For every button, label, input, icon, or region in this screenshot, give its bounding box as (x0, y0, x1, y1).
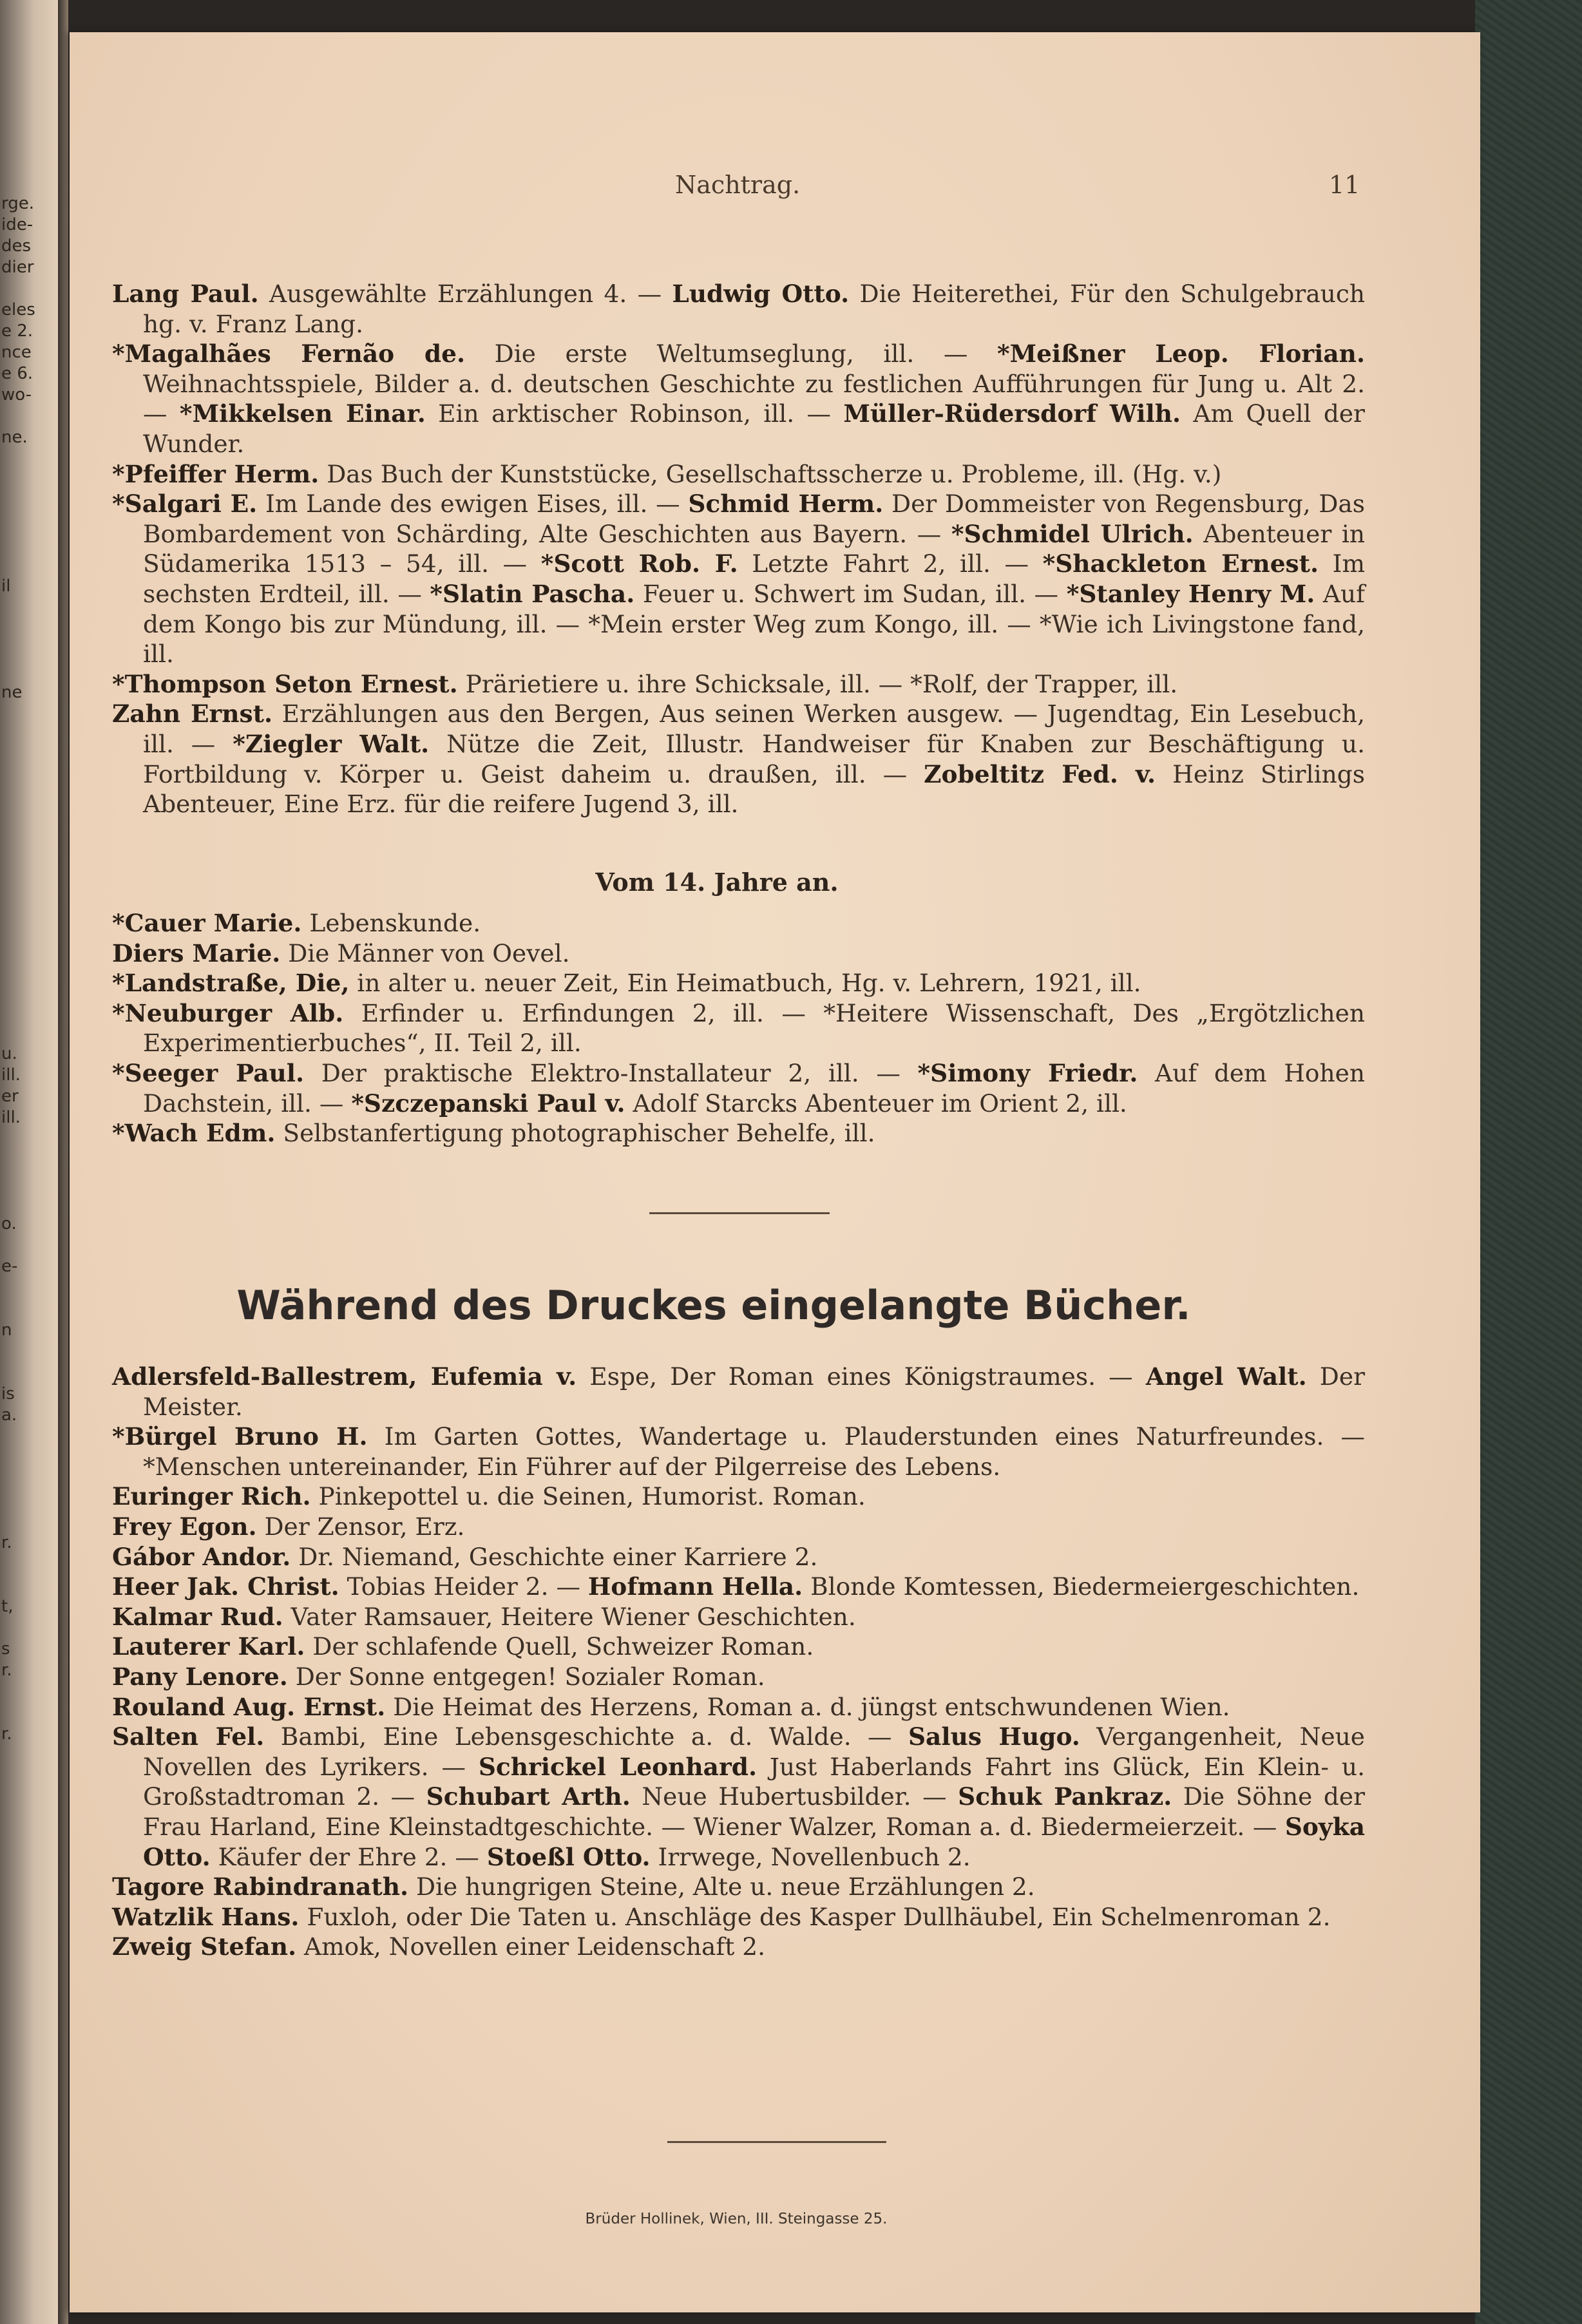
list-entry (112, 1902, 1365, 1932)
entry-text: Letzte Fahrt 2, ill. — (738, 549, 1043, 578)
entry-text: Ausgewählte Erzählungen 4. — (258, 280, 672, 308)
list-entry (112, 699, 1365, 819)
edge-fragment: u. (1, 1044, 17, 1063)
list-entry (112, 1542, 1365, 1572)
entry-text: Im Garten Gottes, Wandertage u. Plauderstunden eines Naturfreundes. — *Menschen untereinander, Ein Führer auf der Pilgerreise des Lebens. (143, 1422, 1365, 1481)
edge-fragment: a. (1, 1405, 17, 1425)
edge-fragment: o. (1, 1214, 17, 1233)
entry-text: Selbstanfertigung photographischer Behelfe, ill. (275, 1119, 875, 1148)
list-entry (112, 1662, 1365, 1692)
entry-text: Erzählungen aus den Bergen, Aus seinen Werken ausgew. — Jugendtag, Ein Lesebuch, ill. — (143, 700, 1365, 758)
entry-text: Feuer u. Schwert im Sudan, ill. — (634, 579, 1067, 608)
entry-text: Pinkepottel u. die Seinen, Humorist. Roman. (310, 1482, 866, 1511)
entry-text: Käufer der Ehre 2. — (210, 1842, 487, 1871)
edge-fragment (1, 661, 56, 682)
author-name: Frey Egon. (112, 1512, 257, 1541)
edge-fragment: t, (1, 1597, 14, 1616)
entry-text: Tobias Heider 2. — (339, 1572, 588, 1601)
edge-fragment (1, 1554, 56, 1575)
edge-fragment (1, 725, 56, 746)
author-name: Gábor Andor. (112, 1542, 291, 1571)
list-entry (112, 1632, 1365, 1662)
left-page-text-fragments (1, 193, 56, 1745)
author-name: *Pfeiffer Herm. (112, 459, 319, 488)
edge-fragment: e 2. (1, 321, 33, 341)
edge-fragment (1, 278, 56, 300)
author-name: *Scott Rob. F. (540, 549, 738, 578)
list-entry (112, 908, 1365, 938)
entry-text: Der schlafende Quell, Schweizer Roman. (305, 1632, 814, 1661)
edge-fragment (1, 831, 56, 852)
edge-fragment (1, 1426, 56, 1447)
author-name: Schubart Arth. (426, 1782, 631, 1811)
author-name: Diers Marie. (112, 938, 281, 967)
edge-fragment: n (1, 1320, 12, 1340)
edge-fragment (1, 703, 56, 725)
entry-text: Fuxloh, oder Die Taten u. Anschläge des Kasper Dullhäubel, Ein Schelmenroman 2. (299, 1902, 1331, 1931)
author-name: Stoeßl Otto. (486, 1842, 651, 1871)
entry-text: Die hungrigen Steine, Alte u. neue Erzählungen 2. (408, 1872, 1035, 1901)
entry-text: Neue Hubertusbilder. — (630, 1782, 958, 1811)
list-entry (112, 968, 1365, 998)
entry-text: Abenteuer in Südamerika 1513 – 54, ill. — (143, 519, 1365, 578)
edge-fragment (1, 958, 56, 980)
entry-text: Adolf Starcks Abenteuer im Orient 2, ill. (625, 1089, 1127, 1118)
author-name: *Thompson Seton Ernest. (112, 669, 458, 698)
running-title: Nachtrag. (675, 171, 801, 199)
edge-fragment: dier (1, 258, 34, 277)
section-divider (649, 1212, 830, 1214)
author-name: Salten Fel. (112, 1722, 265, 1751)
edge-fragment (1, 1001, 56, 1022)
author-name: *Seeger Paul. (112, 1058, 305, 1087)
edge-fragment (1, 810, 56, 831)
author-name: Lauterer Karl. (112, 1632, 305, 1661)
edge-fragment (1, 1129, 56, 1150)
edge-fragment (1, 1235, 56, 1256)
author-name: *Bürgel Bruno H. (112, 1422, 368, 1451)
list-entry (112, 279, 1365, 339)
entry-text: Der Sonne entgegen! Sozialer Roman. (287, 1662, 765, 1691)
edge-fragment (1, 1192, 56, 1214)
edge-fragment (1, 1511, 56, 1532)
edge-fragment: des (1, 236, 32, 256)
entry-text: Im sechsten Erdteil, ill. — (143, 549, 1366, 608)
edge-fragment (1, 916, 56, 937)
author-name: Soyka Otto. (143, 1812, 1365, 1871)
author-name: Zobeltitz Fed. v. (924, 759, 1156, 788)
edge-fragment (1, 533, 56, 555)
edge-fragment (1, 937, 56, 958)
list-entry (112, 998, 1365, 1058)
edge-fragment: ide- (1, 215, 33, 234)
list-entry (112, 938, 1365, 969)
author-name: Hofmann Hella. (587, 1572, 803, 1601)
edge-fragment: e- (1, 1257, 18, 1276)
entry-text: Lebenskunde. (301, 909, 481, 937)
author-name: Euringer Rich. (112, 1482, 311, 1511)
edge-fragment: s (1, 1639, 10, 1659)
author-name: Müller-Rüdersdorf Wilh. (843, 399, 1181, 428)
edge-fragment (1, 640, 56, 661)
page-number: 11 (1329, 171, 1360, 199)
author-name: Zahn Ernst. (112, 700, 273, 729)
entry-text: Der Dommeister von Regensburg, Das Bombardement von Schärding, Alte Geschichten aus Bayern. — (143, 490, 1366, 548)
entry-text: Espe, Der Roman eines Königstraumes. — (577, 1362, 1146, 1391)
entry-text: Am Quell der Wunder. (143, 399, 1365, 458)
list-entry (112, 1872, 1365, 1902)
author-name: Rouland Aug. Ernst. (112, 1692, 386, 1721)
entry-text: Just Haberlands Fahrt ins Glück, Ein Klein- u. Großstadtroman 2. — (143, 1752, 1365, 1811)
entry-text: Prärietiere u. ihre Schicksale, ill. — *Rolf, der Trapper, ill. (457, 669, 1178, 698)
edge-fragment (1, 1469, 56, 1490)
author-name: *Meißner Leop. Florian. (996, 339, 1365, 368)
author-name: *Schmidel Ulrich. (951, 519, 1194, 548)
edge-fragment (1, 1490, 56, 1511)
author-name: Zweig Stefan. (112, 1932, 297, 1961)
edge-fragment (1, 491, 56, 512)
entry-text: in alter u. neuer Zeit, Ein Heimatbuch, Hg. v. Lehrern, 1921, ill. (349, 969, 1141, 998)
edge-fragment: ne (1, 683, 23, 702)
printer-imprint: Brüder Hollinek, Wien, III. Steingasse 25. (585, 2211, 888, 2227)
edge-fragment (1, 1362, 56, 1384)
list-entry (112, 1362, 1365, 1422)
edge-fragment (1, 597, 56, 618)
author-name: *Stanley Henry M. (1066, 579, 1315, 608)
edge-fragment: il (1, 576, 11, 596)
edge-fragment (1, 788, 56, 810)
edge-fragment: r. (1, 1724, 12, 1744)
author-name: *Magalhães Fernão de. (112, 339, 466, 368)
edge-fragment (1, 980, 56, 1001)
author-list-age (112, 908, 1365, 1148)
edge-fragment (1, 1447, 56, 1469)
list-entry (112, 669, 1365, 700)
entry-text: Blonde Komtessen, Biedermeiergeschichten. (803, 1572, 1360, 1601)
entry-text: Weihnachtsspiele, Bilder a. d. deutschen Geschichte zu festlichen Aufführungen für Jung u. Alt 2. — (143, 369, 1365, 428)
entry-text: Dr. Niemand, Geschichte einer Karriere 2. (291, 1542, 818, 1571)
entry-text: Nütze die Zeit, Illustr. Handweiser für Knaben zur Beschäftigung u. Fortbildung v. Körper u. Geist daheim u. draußen, ill. — (143, 729, 1365, 788)
author-name: *Landstraße, Die, (112, 969, 350, 998)
edge-fragment (1, 1617, 56, 1639)
list-entry (112, 459, 1365, 490)
edge-fragment (1, 555, 56, 576)
edge-fragment (1, 1575, 56, 1596)
edge-fragment (1, 406, 56, 427)
edge-fragment (1, 1150, 56, 1171)
author-name: Lang Paul. (112, 280, 259, 308)
author-name: Schuk Pankraz. (958, 1782, 1172, 1811)
entry-text: Im Lande des ewigen Eises, ill. — (257, 490, 689, 519)
entry-text: Erfinder u. Erfindungen 2, ill. — *Heitere Wissenschaft, Des „Ergötzlichen Experimentierbuches“, II. Teil 2, ill. (143, 998, 1366, 1058)
author-name: Schmid Herm. (688, 490, 884, 519)
author-name: Kalmar Rud. (112, 1602, 283, 1631)
closing-divider (667, 2141, 886, 2143)
entry-text: Irrwege, Novellenbuch 2. (650, 1842, 971, 1871)
author-name: Adlersfeld-Ballestrem, Eufemia v. (112, 1362, 577, 1391)
author-name: *Szczepanski Paul v. (351, 1089, 625, 1118)
entry-text: Vater Ramsauer, Heitere Wiener Geschichten. (283, 1602, 856, 1631)
author-name: Watzlik Hans. (112, 1902, 300, 1931)
author-name: Salus Hugo. (908, 1722, 1080, 1751)
edge-fragment: is (1, 1384, 15, 1404)
entry-text: Die erste Weltumseglung, ill. — (465, 339, 997, 368)
list-entry (112, 1512, 1365, 1542)
edge-fragment: ill. (1, 1065, 21, 1085)
edge-fragment (1, 767, 56, 788)
entry-text: Amok, Novellen einer Leidenschaft 2. (296, 1932, 765, 1961)
edge-fragment (1, 1702, 56, 1724)
list-entry (112, 1722, 1365, 1872)
author-list-books (112, 1362, 1365, 1962)
edge-fragment: ill. (1, 1108, 21, 1127)
edge-fragment: e 6. (1, 364, 33, 383)
edge-fragment: r. (1, 1661, 12, 1680)
entry-text: Der Zensor, Erz. (256, 1512, 465, 1541)
list-entry (112, 1481, 1365, 1512)
edge-fragment (1, 1171, 56, 1192)
edge-fragment: eles (1, 300, 35, 319)
author-name: *Cauer Marie. (112, 909, 302, 937)
author-name: Schrickel Leonhard. (478, 1752, 758, 1781)
entry-text: Auf dem Hohen Dachstein, ill. — (143, 1058, 1365, 1118)
author-name: *Neuburger Alb. (112, 998, 344, 1027)
edge-fragment (1, 512, 56, 533)
entry-text: Die Heimat des Herzens, Roman a. d. jüngst entschwundenen Wien. (385, 1692, 1230, 1721)
entry-text: Der Meister. (143, 1362, 1365, 1421)
entry-text: Die Söhne der Frau Harland, Eine Kleinstadtgeschichte. — Wiener Walzer, Roman a. d. Biedermeierzeit. — (143, 1782, 1366, 1841)
author-name: Ludwig Otto. (672, 280, 850, 308)
entry-text: Der praktische Elektro-Installateur 2, ill. — (304, 1058, 918, 1087)
entry-text: Die Männer von Oevel. (280, 938, 570, 967)
edge-fragment: nce (1, 343, 32, 362)
author-name: *Ziegler Walt. (233, 729, 430, 758)
entry-text: Bambi, Eine Lebensgeschichte a. d. Walde. — (264, 1722, 908, 1751)
edge-fragment: r. (1, 1533, 12, 1552)
author-list-main (112, 279, 1365, 819)
entry-text: Das Buch der Kunststücke, Gesellschaftsscherze u. Probleme, ill. (Hg. v.) (319, 459, 1222, 488)
edge-fragment: rge. (1, 194, 34, 213)
author-name: *Slatin Pascha. (430, 579, 635, 608)
edge-fragment (1, 1341, 56, 1362)
author-name: Angel Walt. (1145, 1362, 1307, 1391)
entry-text: Die Heiterethei, Für den Schulgebrauch hg. v. Franz Lang. (143, 280, 1365, 338)
left-page-edge (0, 0, 61, 2324)
list-entry (112, 489, 1365, 669)
list-entry (112, 1572, 1365, 1602)
edge-fragment (1, 1022, 56, 1043)
list-entry (112, 1422, 1365, 1481)
book-gutter (58, 0, 68, 2324)
edge-fragment: ne. (1, 428, 28, 447)
list-entry (112, 1602, 1365, 1632)
list-entry (112, 1118, 1365, 1148)
author-name: *Shackleton Ernest. (1042, 549, 1319, 578)
author-name: Pany Lenore. (112, 1662, 288, 1691)
list-entry (112, 1692, 1365, 1722)
edge-fragment (1, 1681, 56, 1702)
edge-fragment: er (1, 1087, 19, 1106)
section-heading-books: Während des Druckes eingelangte Bücher. (236, 1282, 1191, 1329)
entry-text: Ein arktischer Robinson, ill. — (425, 399, 844, 428)
author-name: *Wach Edm. (112, 1119, 276, 1148)
section-heading-age: Vom 14. Jahre an. (595, 868, 839, 897)
edge-fragment: wo- (1, 385, 32, 405)
edge-fragment (1, 470, 56, 491)
book-cover-edge (1475, 0, 1582, 2324)
author-name: Heer Jak. Christ. (112, 1572, 339, 1601)
author-name: Tagore Rabindranath. (112, 1872, 409, 1901)
entry-text: Heinz Stirlings Abenteuer, Eine Erz. für die reifere Jugend 3, ill. (143, 759, 1365, 819)
author-name: *Mikkelsen Einar. (179, 399, 426, 428)
edge-fragment (1, 618, 56, 640)
author-name: *Salgari E. (112, 490, 258, 519)
edge-fragment (1, 746, 56, 767)
entry-text: Auf dem Kongo bis zur Mündung, ill. — *Mein erster Weg zum Kongo, ill. — *Wie ich Livingstone fand, ill. (143, 579, 1365, 669)
edge-fragment (1, 895, 56, 916)
book-page (70, 32, 1480, 2312)
author-name: *Simony Friedr. (917, 1058, 1138, 1087)
list-entry (112, 1932, 1365, 1962)
list-entry (112, 339, 1365, 459)
list-entry (112, 1058, 1365, 1118)
entry-text: Vergangenheit, Neue Novellen des Lyrikers. — (143, 1722, 1365, 1781)
edge-fragment (1, 448, 56, 470)
